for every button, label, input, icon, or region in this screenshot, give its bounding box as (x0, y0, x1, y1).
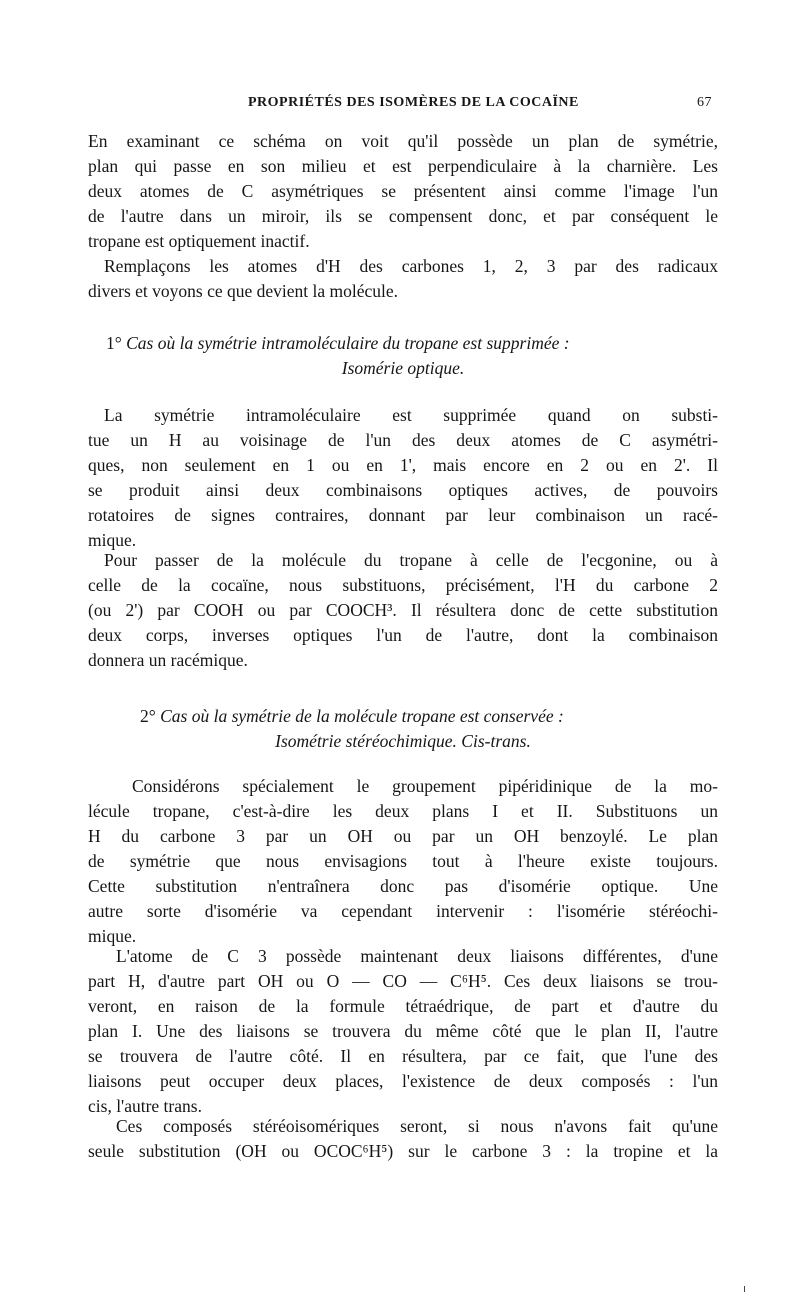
text-line: autre sorte d'isomérie va cependant intervenir : l'isomérie stéréochi- (88, 901, 718, 921)
text-line: plan qui passe en son milieu et est perpendiculaire à la charnière. Les (88, 156, 718, 176)
page-number: 67 (697, 95, 712, 110)
text-line: lécule tropane, c'est-à-dire les deux plans I et II. Substituons un (88, 801, 718, 821)
paragraph-carbon-3-bonds (88, 944, 718, 1119)
text-line: de symétrie que nous envisagions tout à l'heure existe toujours. (88, 851, 718, 871)
print-speck (744, 1286, 745, 1292)
text-line: tropane est optiquement inactif. (88, 231, 310, 251)
text-line: celle de la cocaïne, nous substituons, précisément, l'H du carbone 2 (88, 575, 718, 595)
text-line: Pour passer de la molécule du tropane à celle de l'ecgonine, ou à (104, 550, 718, 570)
text-line: mique. (88, 530, 137, 550)
heading-number: 2° (140, 706, 156, 726)
heading-text: Cas où la symétrie de la molécule tropane est conservée : (160, 706, 564, 726)
heading-subtitle: Isomérie optique. (341, 358, 465, 378)
section-heading-stereoisomerism (88, 704, 718, 754)
text-line: cis, l'autre trans. (88, 1096, 202, 1116)
text-line: La symétrie intramoléculaire est supprimée quand on substi- (104, 405, 718, 425)
text-line: H du carbone 3 par un OH ou par un OH benzoylé. Le plan (88, 826, 718, 846)
section-heading-optical-isomerism (88, 331, 718, 381)
text-line: ques, non seulement en 1 ou en 1', mais encore en 2 ou en 2'. Il (88, 455, 718, 475)
paragraph-ecgonine-cocaine (88, 548, 718, 673)
text-line: seule substitution (OH ou OCOC⁶H⁵) sur le carbone 3 : la tropine et la (88, 1141, 718, 1161)
text-line: Ces composés stéréoisomériques seront, si nous n'avons fait qu'une (116, 1116, 718, 1136)
text-line: divers et voyons ce que devient la molécule. (88, 281, 399, 301)
text-line: plan I. Une des liaisons se trouvera du même côté que le plan II, l'autre (88, 1021, 718, 1041)
text-line: veront, en raison de la formule tétraédrique, de part et d'autre du (88, 996, 718, 1016)
text-line: L'atome de C 3 possède maintenant deux liaisons différentes, d'une (116, 946, 718, 966)
text-line: se trouvera de l'autre côté. Il en résultera, par ce fait, que l'une des (88, 1046, 718, 1066)
text-line: tue un H au voisinage de l'un des deux atomes de C asymétri- (88, 430, 718, 450)
heading-subtitle: Isométrie stéréochimique. Cis-trans. (275, 731, 531, 751)
text-line: mique. (88, 926, 137, 946)
heading-line (88, 331, 718, 356)
running-title: PROPRIÉTÉS DES ISOMÈRES DE LA COCAÏNE (248, 95, 579, 110)
text-line: deux corps, inverses optiques l'un de l'autre, dont la combinaison (88, 625, 718, 645)
text-line: Remplaçons les atomes d'H des carbones 1, 2, 3 par des radicaux (104, 256, 718, 276)
text-line: Considérons spécialement le groupement pipéridinique de la mo- (132, 776, 718, 796)
text-line: En examinant ce schéma on voit qu'il possède un plan de symétrie, (88, 131, 718, 151)
text-line: part H, d'autre part OH ou O — CO — C⁶H⁵. Ces deux liaisons se trou- (88, 971, 718, 991)
text-line: rotatoires de signes contraires, donnant par leur combinaison un racé- (88, 505, 718, 525)
paragraph-intramolecular-symmetry (88, 403, 718, 553)
text-line: se produit ainsi deux combinaisons optiques actives, de pouvoirs (88, 480, 718, 500)
text-line: de l'autre dans un miroir, ils se compensent donc, et par conséquent le (88, 206, 718, 226)
paragraph-stereoisomeric-compounds (88, 1114, 718, 1164)
text-line: (ou 2') par COOH ou par COOCH³. Il résultera donc de cette substitution (88, 600, 718, 620)
heading-text: Cas où la symétrie intramoléculaire du tropane est supprimée : (126, 333, 570, 353)
text-line: donnera un racémique. (88, 650, 248, 670)
heading-line (88, 704, 718, 729)
paragraph-symmetry-plane (88, 129, 718, 254)
heading-number: 1° (106, 333, 122, 353)
paragraph-substitution (88, 254, 718, 304)
paragraph-piperidine-group (88, 774, 718, 949)
text-line: liaisons peut occuper deux places, l'existence de deux composés : l'un (88, 1071, 718, 1091)
text-line: Cette substitution n'entraînera donc pas d'isomérie optique. Une (88, 876, 718, 896)
text-line: deux atomes de C asymétriques se présentent ainsi comme l'image l'un (88, 181, 718, 201)
